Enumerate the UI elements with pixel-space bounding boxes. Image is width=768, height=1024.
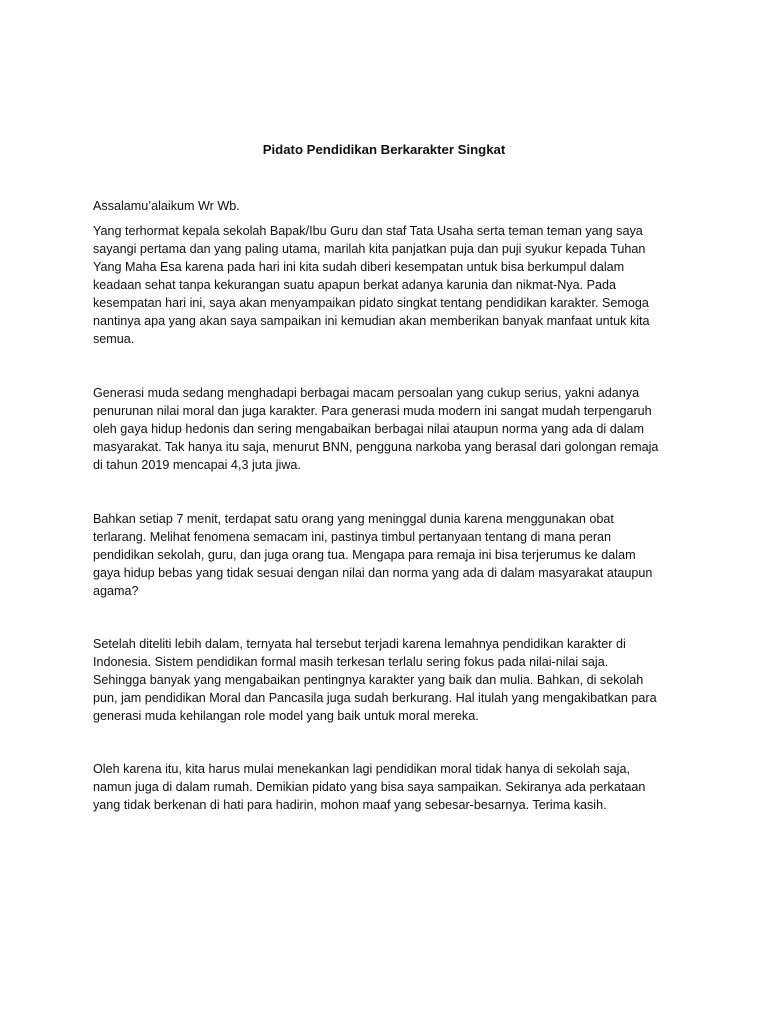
paragraph-opening: Yang terhormat kepala sekolah Bapak/Ibu Guru dan staf Tata Usaha serta teman teman yang saya sayangi pertama dan yang paling utama, marilah kita panjatkan puja dan puji syukur kepada Tuhan Yang Maha Esa karena pada hari ini kita sudah diberi kesempatan untuk bisa berkumpul dalam keadaan sehat tanpa kekurangan suatu apapun berkat adanya karunia dan nikmat-Nya. Pada kesempatan hari ini, saya akan menyampaikan pidato singkat tentang pendidikan karakter. Semoga nantinya apa yang akan saya sampaikan ini kemudian akan memberikan banyak manfaat untuk kita semua. [93,224,650,346]
paragraph-character-education: Setelah diteliti lebih dalam, ternyata hal tersebut terjadi karena lemahnya pendidikan karakter di Indonesia. Sistem pendidikan formal masih terkesan terlalu sering fokus pada nilai-nilai saja. Sehingga banyak yang mengabaikan pentingnya karakter yang baik dan mulia. Bahkan, di sekolah pun, jam pendidikan Moral dan Pancasila juga sudah berkurang. Hal itulah yang mengakibatkan para generasi muda kehilangan role model yang baik untuk moral mereka. [93,637,657,723]
paragraph-moral-decline: Generasi muda sedang menghadapi berbagai macam persoalan yang cukup serius, yakni adanya penurunan nilai moral dan juga karakter. Para generasi muda modern ini sangat mudah terpengaruh oleh gaya hidup hedonis dan sering mengabaikan berbagai nilai ataupun norma yang ada di dalam masyarakat. Tak hanya itu saja, menurut BNN, pengguna narkoba yang berasal dari golongan remaja di tahun 2019 mencapai 4,3 juta jiwa. [93,386,659,472]
paragraph-closing: Oleh karena itu, kita harus mulai menekankan lagi pendidikan moral tidak hanya di sekolah saja, namun juga di dalam rumah. Demikian pidato yang bisa saya sampaikan. Sekiranya ada perkataan yang tidak berkenan di hati para hadirin, mohon maaf yang sebesar-besarnya. Terima kasih. [93,762,646,812]
greeting-line: Assalamu’alaikum Wr Wb. [93,199,240,213]
page-title: Pidato Pendidikan Berkarakter Singkat [262,142,506,157]
paragraph-drug-deaths: Bahkan setiap 7 menit, terdapat satu orang yang meninggal dunia karena menggunakan obat terlarang. Melihat fenomena semacam ini, pastinya timbul pertanyaan tentang di mana peran pendidikan sekolah, guru, dan juga orang tua. Mengapa para remaja ini bisa terjerumus ke dalam gaya hidup bebas yang tidak sesuai dengan nilai dan norma yang ada di dalam masyarakat ataupun agama? [93,512,653,598]
